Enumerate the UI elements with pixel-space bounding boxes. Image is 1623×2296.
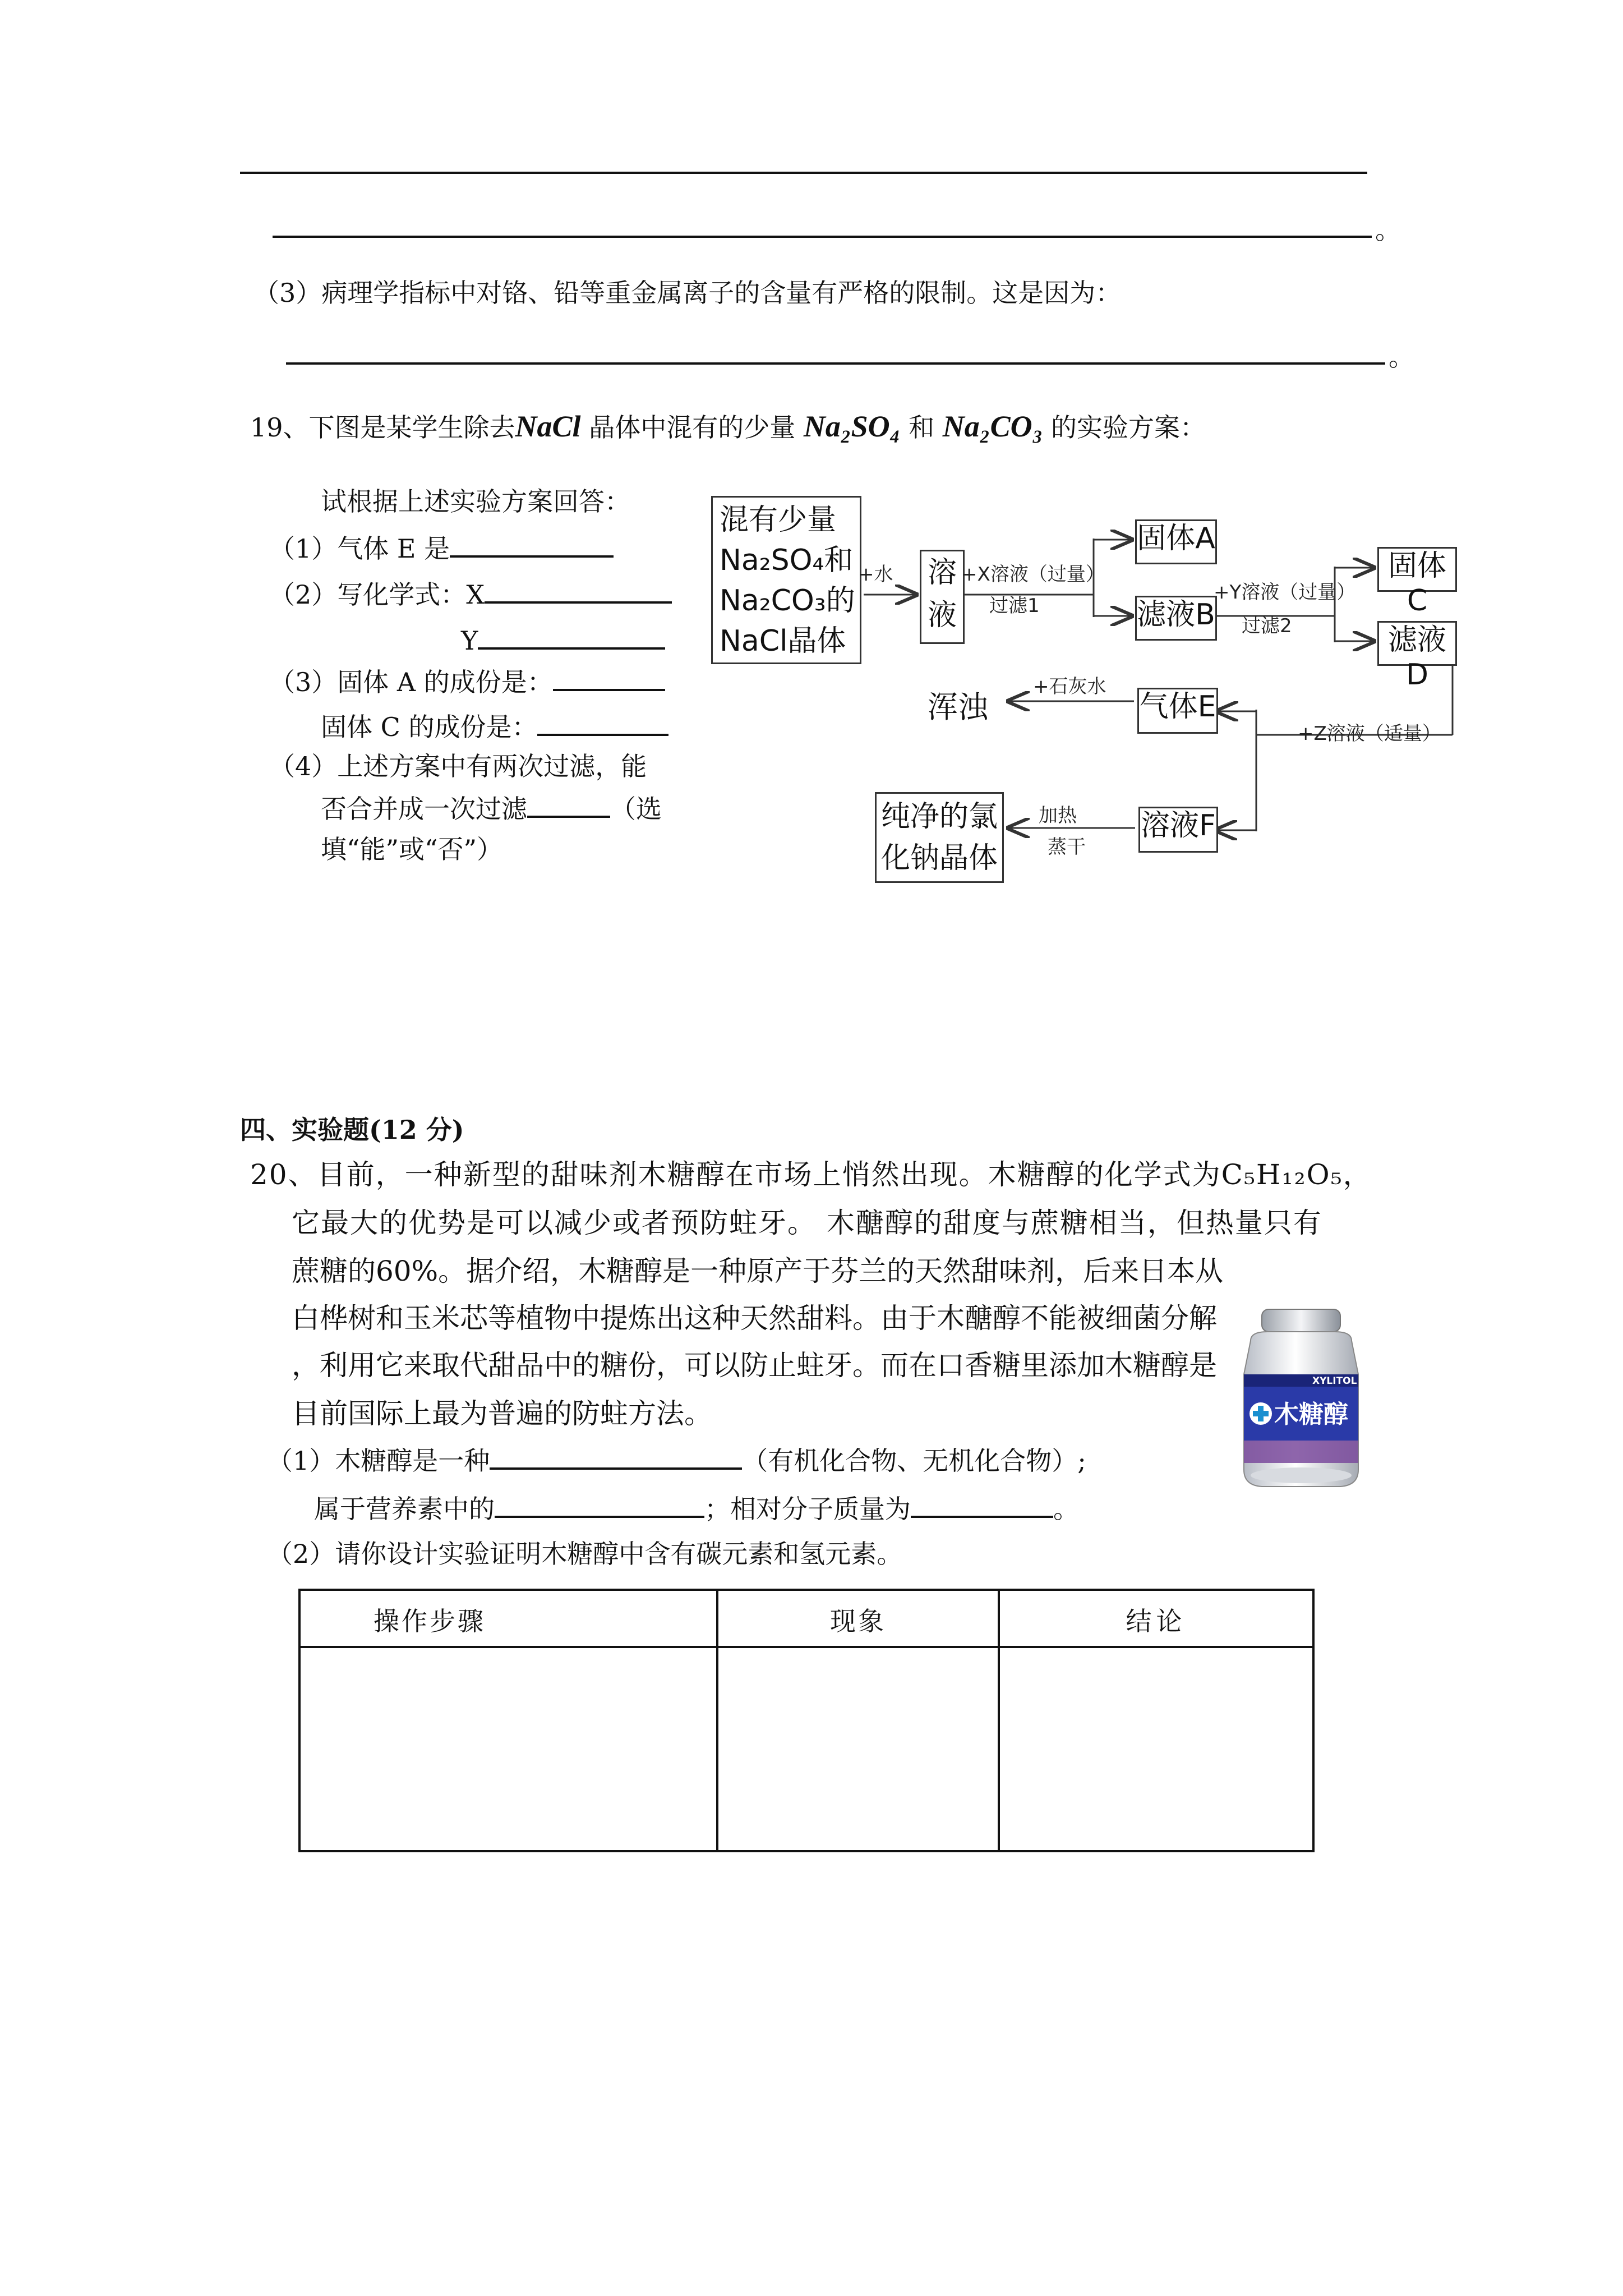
solution-char-2: 液 — [927, 599, 957, 632]
turbid-text: 浑浊 — [928, 689, 988, 725]
filtrate-b-text: 滤液B — [1137, 598, 1215, 632]
filter-2-label: 过滤2 — [1242, 615, 1292, 637]
add-limewater-label: +石灰水 — [1033, 675, 1106, 698]
add-water-label: +水 — [858, 563, 893, 586]
jar-label-text: 木糖醇 — [1274, 1400, 1348, 1429]
pure-line-1: 纯净的氯 — [880, 800, 998, 834]
gas-e-text: 气体E — [1139, 690, 1216, 724]
q19-a2y-label: Y — [461, 625, 478, 656]
add-x-label: +X溶液（过量） — [961, 563, 1105, 586]
q19-intro: 试根据上述实验方案回答： — [321, 486, 630, 517]
q19-a4-hint: （选 — [610, 794, 662, 824]
na2so4-formula: Na₂SO₄ — [803, 409, 901, 443]
nutrient-blank[interactable] — [495, 1491, 704, 1518]
solid-c-box — [1377, 547, 1457, 618]
q19-mid: 晶体中混有的少量 — [580, 412, 804, 443]
q20-1b: （有机化合物、无机化合物）; — [742, 1446, 1086, 1476]
solution-char-1: 溶 — [927, 556, 957, 590]
q20-sub-1b — [314, 1491, 1079, 1526]
header-phenomenon: 现象 — [717, 1590, 999, 1647]
start-line-4: NaCl晶体 — [720, 624, 846, 658]
q19-suffix: 的实验方案： — [1043, 412, 1206, 443]
add-y-label: +Y溶液（过量） — [1214, 581, 1356, 604]
q20-line-2: 它最大的优势是可以减少或者预防蛀牙。 木醣醇的甜度与蔗糖相当，但热量只有 — [292, 1207, 1322, 1239]
q19-answer-4c: 填“能”或“否”） — [321, 834, 503, 864]
jar-brand-text: XYLITOL — [1312, 1375, 1357, 1387]
solid-a-text: 固体A — [1137, 522, 1215, 555]
period: 。 — [1375, 215, 1401, 245]
q20-sub-2: （2）请你设计实验证明木糖醇中含有碳元素和氢元素。 — [267, 1539, 903, 1569]
conclusion-cell[interactable] — [999, 1647, 1313, 1851]
header-conclusion: 结论 — [999, 1590, 1313, 1647]
solution-box — [920, 550, 965, 644]
section-4-title: 四、实验题(12 分) — [240, 1115, 464, 1145]
q19-a3c-label: 固体 C 的成份是： — [321, 712, 538, 742]
q20-line-3: 蔗糖的60%。据介绍，木糖醇是一种原产于芬兰的天然甜味剂，后来日本从 — [292, 1255, 1224, 1287]
q20-line-6: 目前国际上最为普遍的防蛀方法。 — [292, 1397, 712, 1430]
pure-line-2: 化钠晶体 — [880, 841, 998, 875]
q19-a2-label: （2）写化学式：X — [269, 579, 485, 610]
filter-1-label: 过滤1 — [989, 595, 1040, 617]
xylitol-jar-image — [1234, 1307, 1368, 1492]
q20-1e: 。 — [1053, 1494, 1079, 1524]
molecular-mass-blank[interactable] — [911, 1491, 1053, 1518]
gas-e-box — [1137, 688, 1218, 734]
solid-a-box — [1135, 519, 1217, 564]
question-3-text: （3）病理学指标中对铬、铅等重金属离子的含量有严格的限制。这是因为： — [253, 278, 1122, 308]
solution-f-box — [1138, 807, 1218, 853]
filtrate-d-text: 滤液D — [1387, 623, 1446, 692]
q19-prefix: 19、下图是某学生除去 — [250, 412, 515, 443]
q19-a3-label: （3）固体 A 的成份是： — [269, 667, 553, 697]
compound-type-blank[interactable] — [490, 1443, 742, 1470]
start-line-3: Na₂CO₃的 — [720, 584, 855, 618]
q19-answer-4: （4）上述方案中有两次过滤，能 — [269, 751, 647, 781]
solid-c-text: 固体C — [1387, 549, 1446, 618]
phenomenon-cell[interactable] — [717, 1647, 999, 1851]
experiment-table — [298, 1589, 1315, 1852]
q20-1a: （1）木糖醇是一种 — [267, 1446, 490, 1476]
solution-f-text: 溶液F — [1141, 809, 1216, 843]
q20-line-4: 白桦树和玉米芯等植物中提炼出这种天然甜料。由于木醣醇不能被细菌分解 — [292, 1302, 1217, 1335]
start-line-2: Na₂SO₄和 — [720, 544, 854, 577]
q19-a1-label: （1）气体 E 是 — [269, 533, 450, 564]
q20-line-5: ，利用它来取代甜品中的糖份，可以防止蛀牙。而在口香糖里添加木糖醇是 — [292, 1349, 1217, 1382]
heat-label: 加热 — [1039, 804, 1077, 827]
start-mixture-box — [711, 496, 861, 664]
procedure-cell[interactable] — [299, 1647, 717, 1851]
filtrate-b-box — [1135, 596, 1217, 641]
period: 。 — [1389, 342, 1414, 372]
filtrate-d-box — [1377, 621, 1457, 692]
start-line-1: 混有少量 — [720, 503, 837, 537]
evaporate-label: 蒸干 — [1048, 836, 1086, 858]
q19-and: 和 — [900, 412, 943, 443]
nacl-formula: NaCl — [515, 409, 581, 443]
q20-sub-1 — [267, 1443, 1086, 1478]
header-procedure: 操作步骤 — [299, 1590, 717, 1647]
q20-1c: 属于营养素中的 — [314, 1494, 495, 1524]
q20-line-1: 20、目前，一种新型的甜味剂木糖醇在市场上悄然出现。木糖醇的化学式为C₅H₁₂O₅， — [250, 1158, 1372, 1191]
flowchart-arrows — [0, 0, 1623, 954]
add-z-label: +Z溶液（适量） — [1298, 723, 1441, 745]
pure-nacl-box — [875, 792, 1004, 883]
q19-a4-label: 否合并成一次过滤 — [321, 794, 527, 824]
q20-1d: ；相对分子质量为 — [704, 1494, 911, 1524]
na2co3-formula: Na₂CO₃ — [942, 409, 1043, 443]
